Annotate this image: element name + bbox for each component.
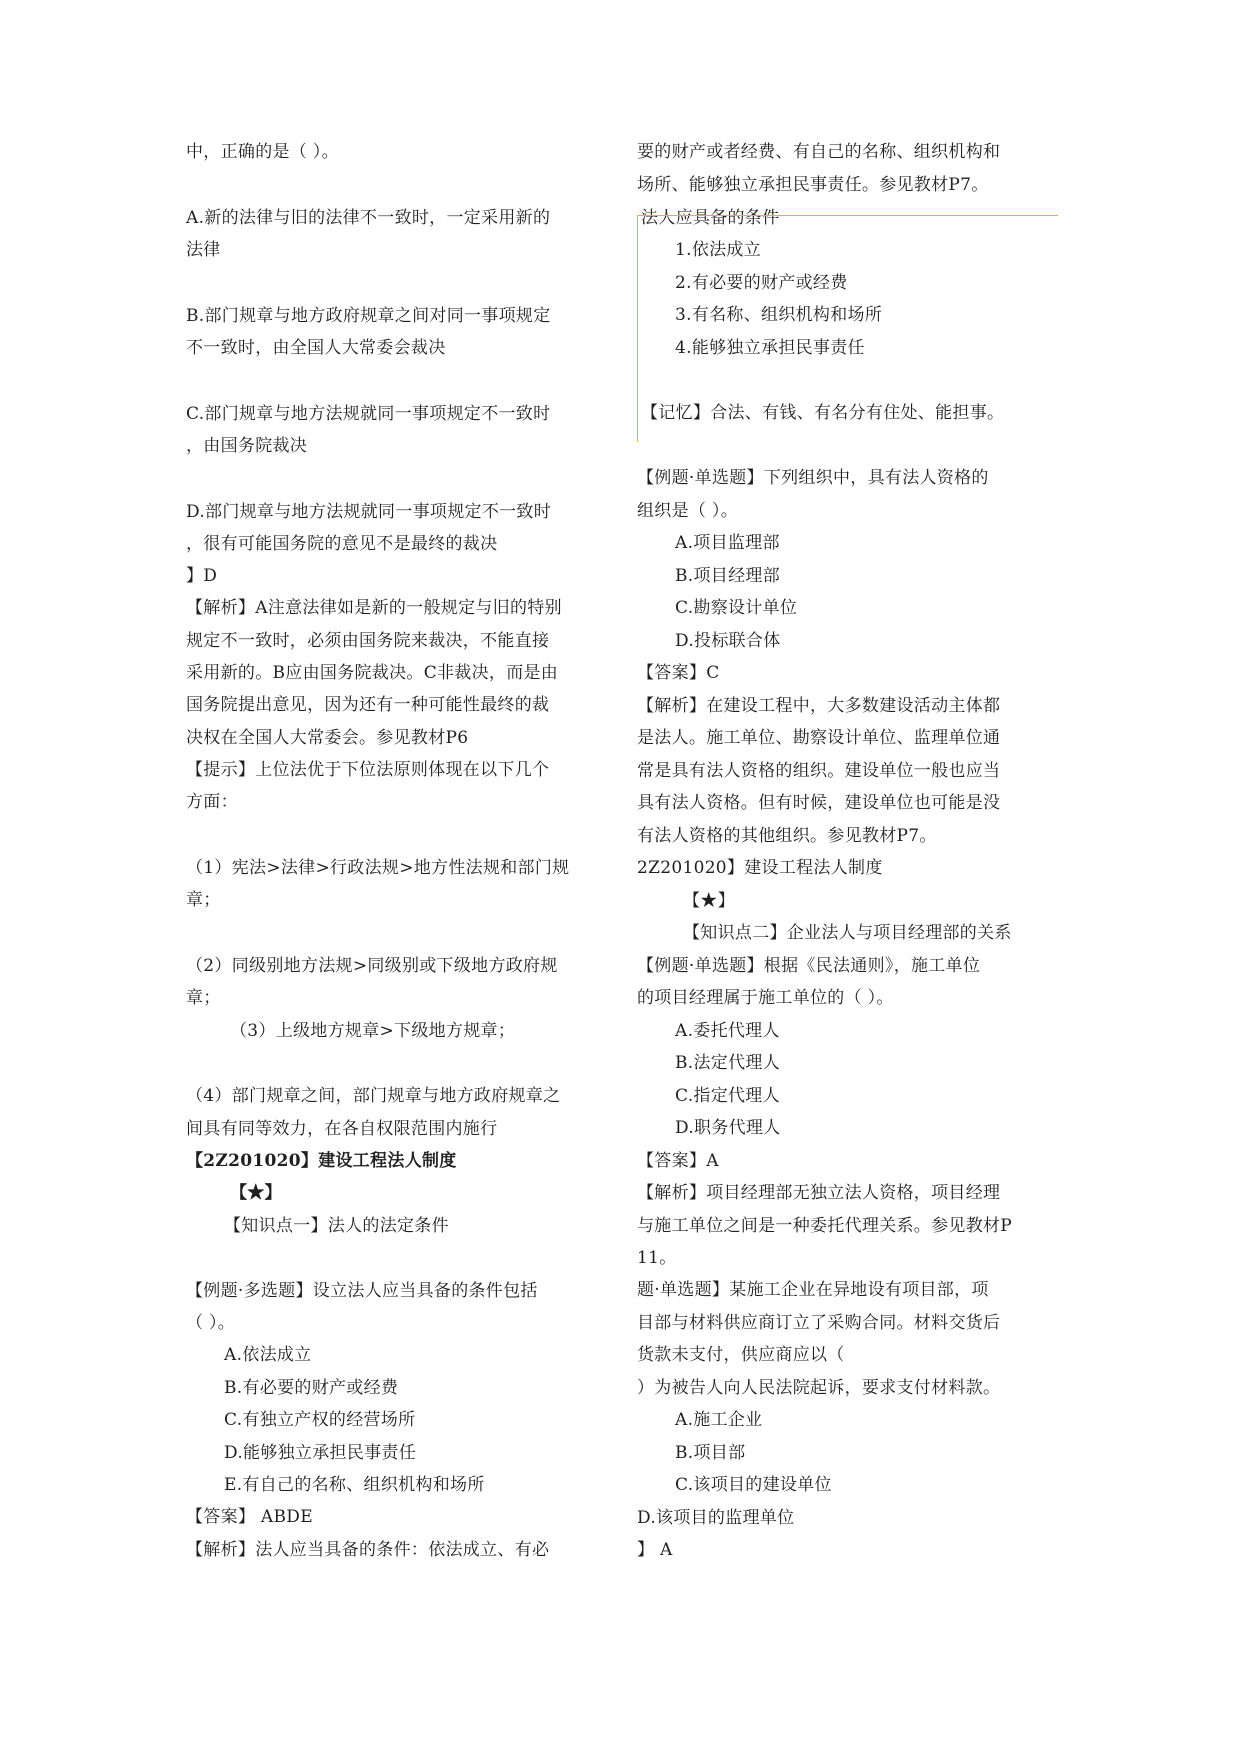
left-line: B.有必要的财产或经费: [224, 1378, 399, 1398]
left-line: ，很有可能国务院的意见不是最终的裁决: [186, 534, 498, 554]
left-line: 国务院提出意见，因为还有一种可能性最终的裁: [186, 695, 550, 715]
right-line: 【答案】C: [637, 663, 720, 683]
right-line: 】 A: [637, 1540, 673, 1560]
right-line: D.职务代理人: [675, 1118, 781, 1138]
left-line: C.部门规章与地方法规就同一事项规定不一致时: [186, 404, 551, 424]
left-line: 【2Z201020】建设工程法人制度: [186, 1151, 457, 1171]
right-line: 法人应具备的条件: [641, 208, 780, 228]
right-line: C.勘察设计单位: [675, 598, 798, 618]
right-line: 【答案】A: [637, 1151, 719, 1171]
left-line: 【解析】法人应当具备的条件：依法成立、有必: [186, 1540, 550, 1560]
left-line: 【知识点一】法人的法定条件: [224, 1216, 449, 1236]
right-line: 【例题·单选题】根据《民法通则》，施工单位: [637, 956, 981, 976]
right-line: 【解析】在建设工程中，大多数建设活动主体都: [637, 696, 1001, 716]
right-line: B.法定代理人: [675, 1053, 780, 1073]
left-line: 法律: [186, 240, 221, 260]
highlight-box: [637, 215, 1058, 442]
right-line: B.项目经理部: [675, 566, 780, 586]
right-line: ）为被告人向人民法院起诉，要求支付材料款。: [637, 1378, 1001, 1398]
right-line: 场所、能够独立承担民事责任。参见教材P7。: [637, 175, 989, 195]
left-line: 【★】: [230, 1183, 282, 1203]
right-line: 有法人资格的其他组织。参见教材P7。: [637, 826, 937, 846]
right-line: 组织是（ ）。: [637, 501, 739, 521]
right-line: 目部与材料供应商订立了采购合同。材料交货后: [637, 1313, 1001, 1333]
left-line: A.依法成立: [224, 1345, 312, 1365]
left-line: 】D: [186, 566, 218, 586]
left-line: 【解析】A注意法律如是新的一般规定与旧的特别: [186, 598, 562, 618]
right-line: C.指定代理人: [675, 1086, 780, 1106]
right-line: A.项目监理部: [675, 533, 780, 553]
right-line: 要的财产或者经费、有自己的名称、组织机构和: [637, 142, 1001, 162]
right-line: D.投标联合体: [675, 631, 781, 651]
left-line: ，由国务院裁决: [186, 436, 308, 456]
right-line: 具有法人资格。但有时候，建设单位也可能是没: [637, 793, 1001, 813]
right-line: 【解析】项目经理部无独立法人资格，项目经理: [637, 1183, 1001, 1203]
left-line: D.部门规章与地方法规就同一事项规定不一致时: [186, 502, 552, 522]
left-line: （3）上级地方规章>下级地方规章；: [230, 1021, 516, 1041]
right-line: 【知识点二】企业法人与项目经理部的关系: [683, 923, 1012, 943]
left-line: 【提示】上位法优于下位法原则体现在以下几个: [186, 760, 550, 780]
left-line: E.有自己的名称、组织机构和场所: [224, 1475, 485, 1495]
right-line: 【记忆】合法、有钱、有名分有住处、能担事。: [641, 403, 1005, 423]
left-line: 方面：: [186, 792, 238, 812]
right-line: 常是具有法人资格的组织。建设单位一般也应当: [637, 761, 1001, 781]
left-line: （4）部门规章之间，部门规章与地方政府规章之: [186, 1086, 561, 1106]
left-line: 章；: [186, 890, 221, 910]
right-line: B.项目部: [675, 1443, 746, 1463]
right-line: 11。: [637, 1248, 677, 1268]
left-line: 不一致时，由全国人大常委会裁决: [186, 338, 446, 358]
right-line: A.施工企业: [675, 1410, 763, 1430]
right-line: 2.有必要的财产或经费: [675, 273, 848, 293]
right-line: 1.依法成立: [675, 240, 762, 260]
right-line: 与施工单位之间是一种委托代理关系。参见教材P: [637, 1216, 1013, 1236]
right-line: 【★】: [683, 891, 735, 911]
right-line: 题·单选题】某施工企业在异地设有项目部，项: [637, 1280, 989, 1300]
left-line: （ ）。: [186, 1313, 236, 1333]
left-line: 决权在全国人大常委会。参见教材P6: [186, 728, 469, 748]
right-line: A.委托代理人: [675, 1021, 780, 1041]
left-line: 间具有同等效力，在各自权限范围内施行: [186, 1119, 498, 1139]
left-line: 规定不一致时，必须由国务院来裁决，不能直接: [186, 631, 550, 651]
right-line: 2Z201020】建设工程法人制度: [637, 858, 883, 878]
right-line: 货款未支付，供应商应以（: [637, 1345, 845, 1365]
right-line: 是法人。施工单位、勘察设计单位、监理单位通: [637, 728, 1001, 748]
left-line: 采用新的。B应由国务院裁决。C非裁决，而是由: [186, 663, 559, 683]
right-line: D.该项目的监理单位: [637, 1508, 795, 1528]
left-line: 中，正确的是（ ）。: [186, 142, 339, 162]
left-line: （1）宪法>法律>行政法规>地方性法规和部门规: [186, 858, 570, 878]
left-line: D.能够独立承担民事责任: [224, 1443, 417, 1463]
left-line: B.部门规章与地方政府规章之间对同一事项规定: [186, 306, 551, 326]
left-line: 章；: [186, 988, 221, 1008]
left-line: A.新的法律与旧的法律不一致时，一定采用新的: [186, 208, 551, 228]
right-line: 的项目经理属于施工单位的（ ）。: [637, 988, 894, 1008]
right-line: 3.有名称、组织机构和场所: [675, 305, 883, 325]
left-line: 【答案】 ABDE: [186, 1507, 313, 1527]
left-line: 【例题·多选题】设立法人应当具备的条件包括: [186, 1281, 538, 1301]
right-line: 【例题·单选题】下列组织中，具有法人资格的: [637, 468, 989, 488]
left-line: C.有独立产权的经营场所: [224, 1410, 416, 1430]
left-line: （2）同级别地方法规>同级别或下级地方政府规: [186, 956, 558, 976]
right-line: 4.能够独立承担民事责任: [675, 338, 865, 358]
right-line: C.该项目的建设单位: [675, 1475, 832, 1495]
